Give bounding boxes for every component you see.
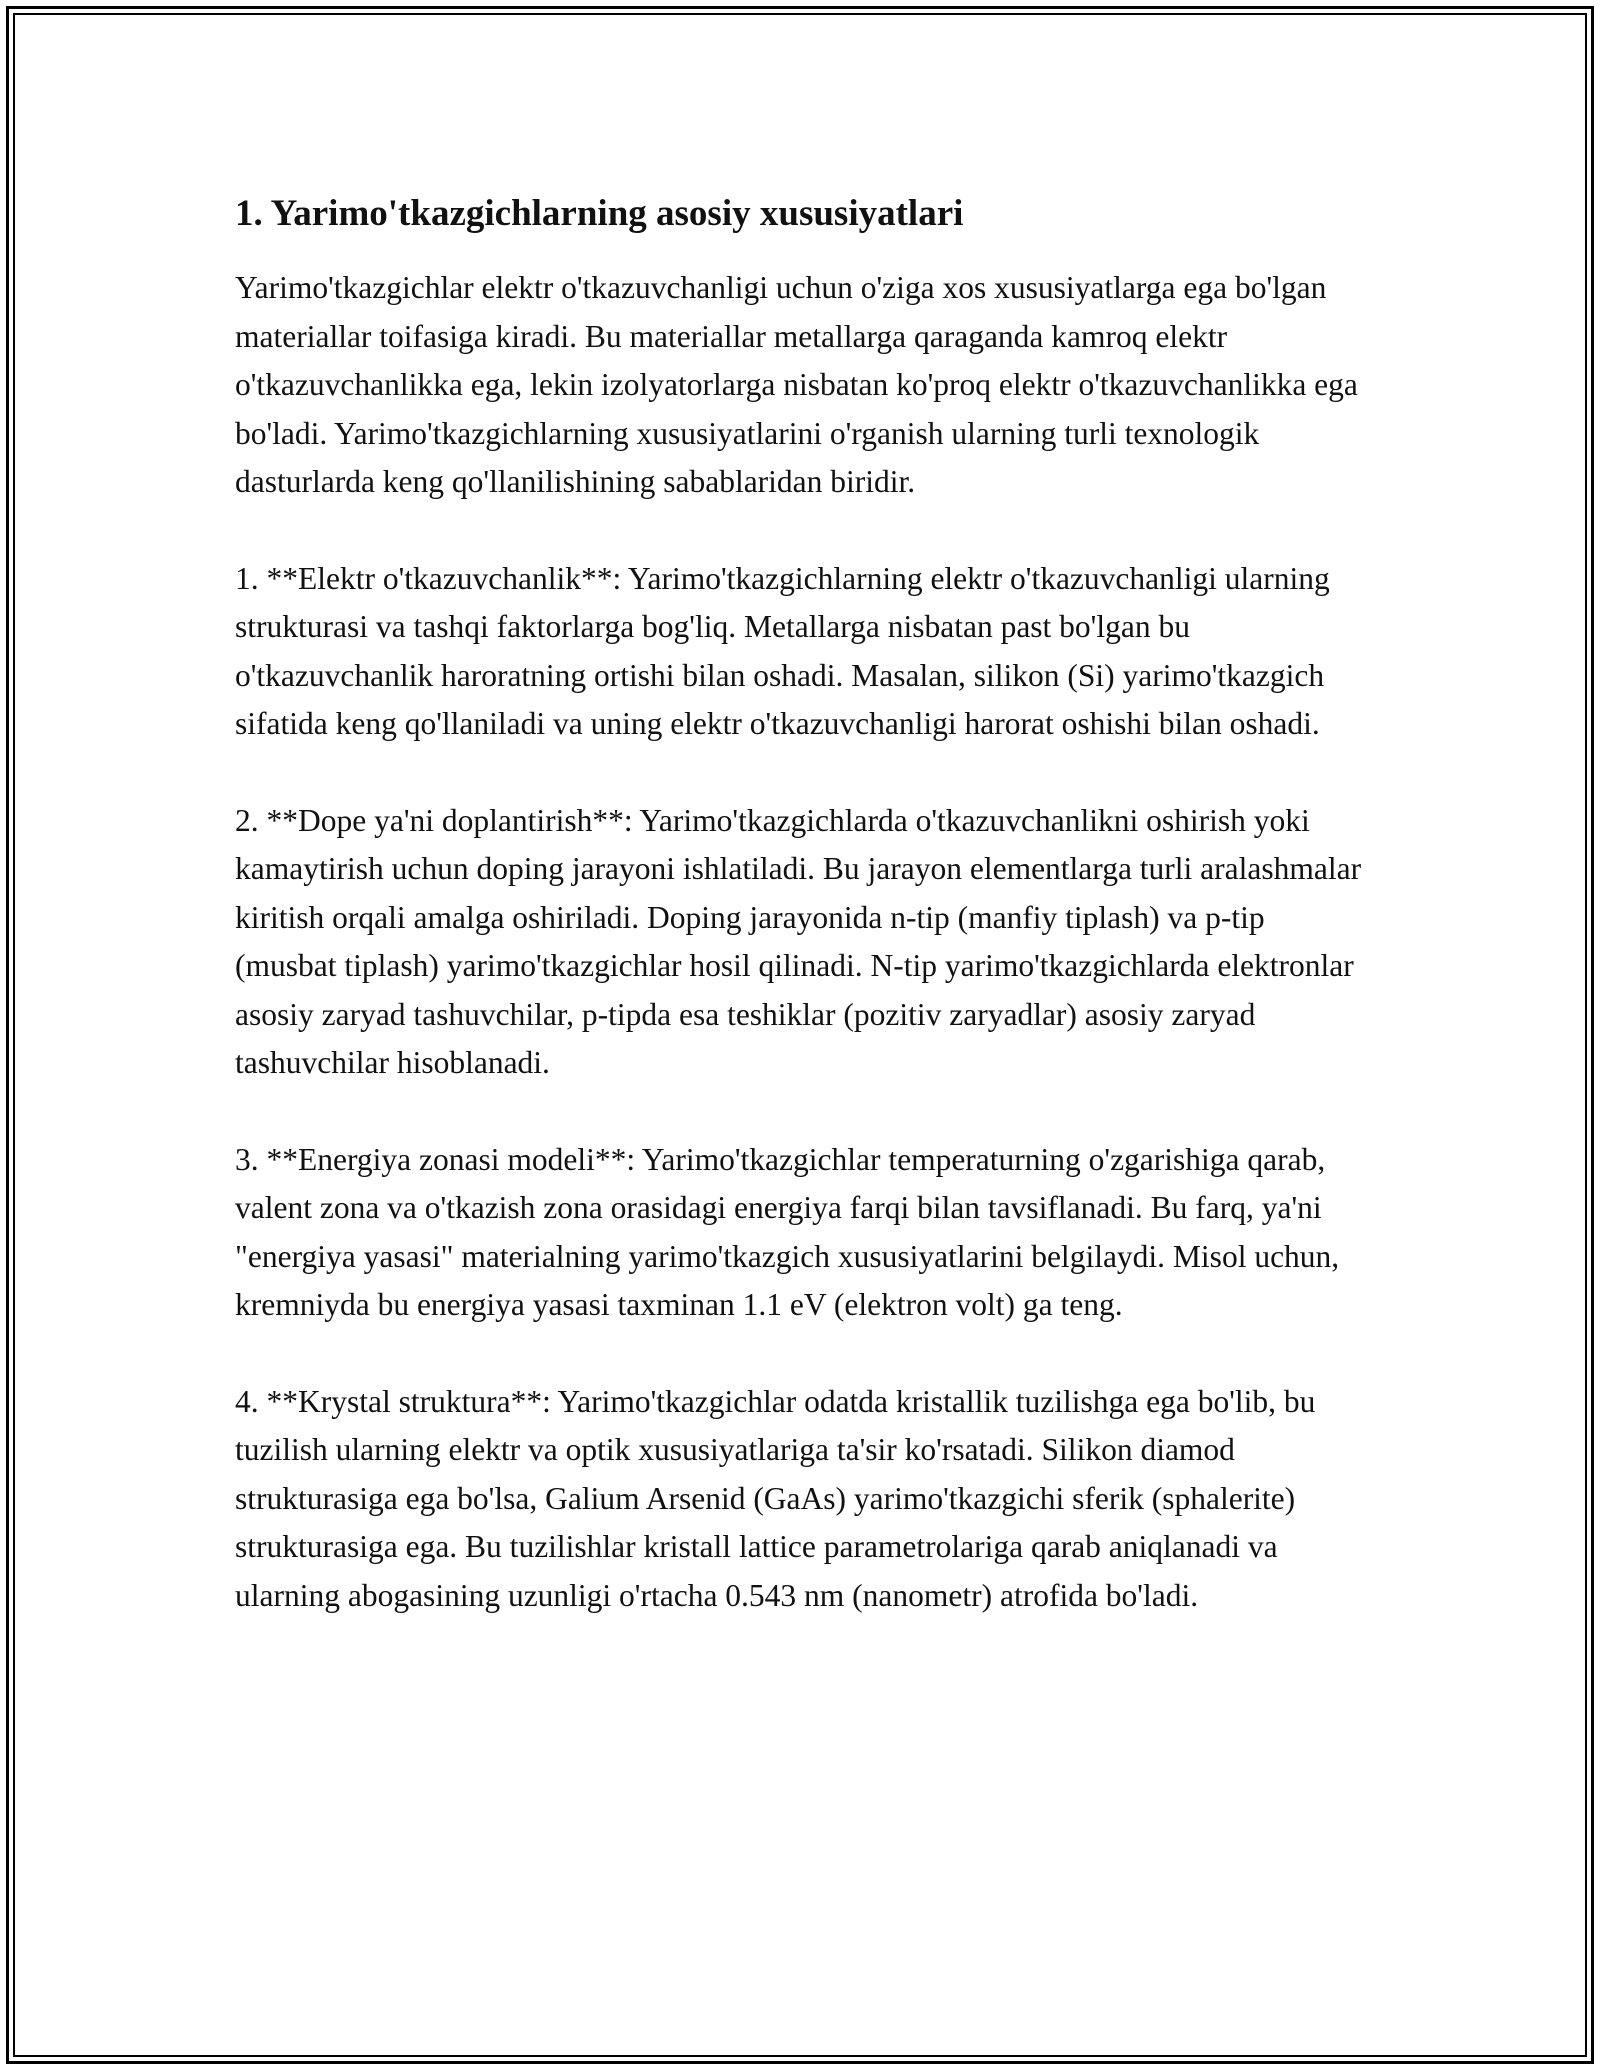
paragraph-crystal-structure: 4. **Krystal struktura**: Yarimo'tkazgichlar odatda kristallik tuzilishga ega bo'lib, bu tuzilish ularning elektr va optik xususiyatlariga ta'sir ko'rsatadi. Silikon diamod strukturasiga ega bo'lsa, Galium Arsenid (GaAs) yarimo'tkazgichi sferik (sphalerite) strukturasiga ega. Bu tuzilishlar kristall lattice parametrolariga qarab aniqlanadi va ularning abogasining uzunligi o'rtacha 0.543 nm (nanometr) atrofida bo'ladi. <box>235 1383 1316 1613</box>
paragraph-electrical-conductivity: 1. **Elektr o'tkazuvchanlik**: Yarimo'tkazgichlarning elektr o'tkazuvchanligi ularning strukturasi va tashqi faktorlarga bog'liq. Metallarga nisbatan past bo'lgan bu o'tkazuvchanlik haroratning ortishi bilan oshadi. Masalan, silikon (Si) yarimo'tkazgich sifatida keng qo'llaniladi va uning elektr o'tkazuvchanligi harorat oshishi bilan oshadi. <box>235 560 1330 741</box>
document-body <box>235 186 1370 1620</box>
paragraph-energy-band-model: 3. **Energiya zonasi modeli**: Yarimo'tkazgichlar temperaturning o'zgarishiga qarab, valent zona va o'tkazish zona orasidagi energiya farqi bilan tavsiflanadi. Bu farq, ya'ni "energiya yasasi" materialning yarimo'tkazgich xususiyatlarini belgilaydi. Misol uchun, kremniyda bu energiya yasasi taxminan 1.1 eV (elektron volt) ga teng. <box>235 1141 1340 1322</box>
paragraph-doping: 2. **Dope ya'ni doplantirish**: Yarimo'tkazgichlarda o'tkazuvchanlikni oshirish yoki kamaytirish uchun doping jarayoni ishlatiladi. Bu jarayon elementlarga turli aralashmalar kiritish orqali amalga oshiriladi. Doping jarayonida n-tip (manfiy tiplash) va p-tip (musbat tiplash) yarimo'tkazgichlar hosil qilinadi. N-tip yarimo'tkazgichlarda elektronlar asosiy zaryad tashuvchilar, p-tipda esa teshiklar (pozitiv zaryadlar) asosiy zaryad tashuvchilar hisoblanadi. <box>235 802 1362 1080</box>
section-heading: 1. Yarimo'tkazgichlarning asosiy xususiyatlari <box>235 193 964 234</box>
intro-paragraph: Yarimo'tkazgichlar elektr o'tkazuvchanligi uchun o'ziga xos xususiyatlarga ega bo'lgan materiallar toifasiga kiradi. Bu materiallar metallarga qaraganda kamroq elektr o'tkazuvchanlikka ega, lekin izolyatorlarga nisbatan ko'proq elektr o'tkazuvchanlikka ega bo'ladi. Yarimo'tkazgichlarning xususiyatlarini o'rganish ularning turli texnologik dasturlarda keng qo'llanilishining sabablaridan biridir. <box>235 270 1358 499</box>
